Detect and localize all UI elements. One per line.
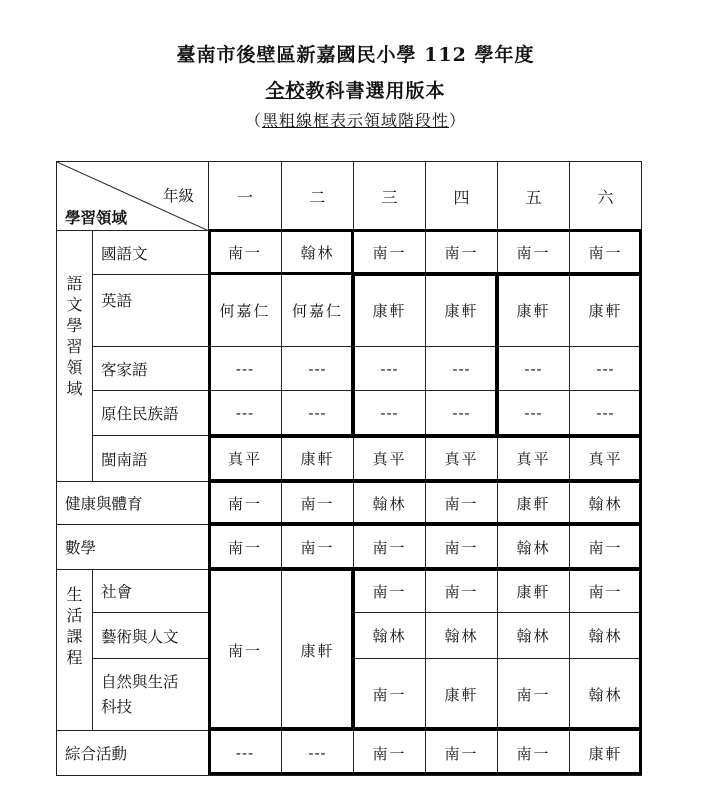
publisher-cell: 南一 [426,231,498,275]
subject-label: 健康與體育 [57,482,209,525]
subject-label-line2: 科技 [101,697,133,716]
publisher-cell: 康軒 [498,482,570,525]
subject-label: 藝術與人文 [93,613,209,659]
subject-label: 社會 [93,570,209,613]
document-subtitle [0,76,711,103]
grade-header: 五 [498,162,570,231]
publisher-cell: 南一 [498,231,570,275]
publisher-cell: 真平 [570,436,642,482]
publisher-cell: --- [282,731,354,776]
publisher-cell: 康軒 [426,275,498,347]
subject-label: 原住民族語 [93,391,209,436]
publisher-cell: --- [570,347,642,391]
publisher-cell: 康軒 [426,659,498,731]
table-row [57,275,642,347]
publisher-cell: 翰林 [282,231,354,275]
publisher-cell: 南一 [354,525,426,570]
grade-header: 一 [209,162,282,231]
publisher-cell: 南一 [426,570,498,613]
note-open-paren: （ [244,111,262,130]
publisher-cell: 南一 [570,570,642,613]
publisher-cell: 真平 [426,436,498,482]
publisher-cell: --- [282,347,354,391]
publisher-cell: 翰林 [570,613,642,659]
document-note [0,108,711,131]
subject-label: 英語 [93,275,209,347]
note-text: 黑粗線框表示領域階段性 [261,111,449,130]
publisher-cell: --- [426,391,498,436]
publisher-cell: 南一 [498,659,570,731]
subject-label: 閩南語 [93,436,209,482]
publisher-cell: 南一 [209,231,282,275]
publisher-cell: 康軒 [498,275,570,347]
publisher-cell: 康軒 [570,275,642,347]
corner-area-label: 學習領域 [65,209,128,227]
publisher-cell: 南一 [282,525,354,570]
publisher-cell: 翰林 [354,482,426,525]
table-row [57,231,642,275]
header-row [57,162,642,231]
corner-grade-label: 年級 [162,187,194,205]
subject-label-line1: 自然與生活 [101,672,179,691]
publisher-cell: --- [354,391,426,436]
publisher-cell: 南一 [426,482,498,525]
publisher-cell: 康軒 [498,570,570,613]
subject-label [93,659,209,731]
subtitle-underlined: 全校 [265,80,306,102]
publisher-cell: 南一 [209,482,282,525]
publisher-cell: 南一 [426,525,498,570]
subject-label: 數學 [57,525,209,570]
grade-header: 六 [570,162,642,231]
publisher-cell: 真平 [209,436,282,482]
subject-label: 綜合活動 [57,731,209,776]
table-row [57,731,642,776]
subject-label: 國語文 [93,231,209,275]
grade-header: 四 [426,162,498,231]
publisher-cell: 康軒 [282,436,354,482]
publisher-cell: 翰林 [426,613,498,659]
publisher-cell: 南一 [570,525,642,570]
publisher-cell: 南一 [354,231,426,275]
publisher-cell: --- [498,391,570,436]
publisher-cell: --- [354,347,426,391]
publisher-cell: 南一 [354,659,426,731]
publisher-cell: 南一 [209,570,282,731]
table-row [57,482,642,525]
publisher-cell: 翰林 [354,613,426,659]
subject-label: 客家語 [93,347,209,391]
publisher-cell: --- [209,391,282,436]
textbook-table [56,161,642,776]
life-group-label: 生 活 課 程 [57,570,93,731]
publisher-cell: --- [426,347,498,391]
grade-header: 二 [282,162,354,231]
publisher-cell: 南一 [498,731,570,776]
publisher-cell: 南一 [354,570,426,613]
publisher-cell: 南一 [426,731,498,776]
publisher-cell: --- [282,391,354,436]
publisher-cell: --- [209,731,282,776]
table-row [57,525,642,570]
table-row [57,391,642,436]
publisher-cell: 何嘉仁 [209,275,282,347]
publisher-cell: --- [570,391,642,436]
table-row [57,347,642,391]
publisher-cell: 真平 [498,436,570,482]
publisher-cell: 翰林 [498,613,570,659]
table-row [57,436,642,482]
publisher-cell: 康軒 [282,570,354,731]
table-row [57,570,642,613]
publisher-cell: 南一 [570,231,642,275]
publisher-cell: 康軒 [354,275,426,347]
publisher-cell: 康軒 [570,731,642,776]
language-group-label: 語 文 學 習 領 域 [57,231,93,482]
publisher-cell: 南一 [282,482,354,525]
publisher-cell: 真平 [354,436,426,482]
note-close-paren: ） [449,111,467,130]
subtitle-rest: 教科書選用版本 [305,80,446,102]
publisher-cell: 南一 [209,525,282,570]
publisher-cell: --- [498,347,570,391]
publisher-cell: 翰林 [570,482,642,525]
document-title: 臺南市後壁區新嘉國民小學 112 學年度 [176,44,535,66]
publisher-cell: 南一 [354,731,426,776]
publisher-cell: 翰林 [498,525,570,570]
publisher-cell: 何嘉仁 [282,275,354,347]
publisher-cell: --- [209,347,282,391]
grade-header: 三 [354,162,426,231]
corner-header [57,162,209,231]
publisher-cell: 翰林 [570,659,642,731]
